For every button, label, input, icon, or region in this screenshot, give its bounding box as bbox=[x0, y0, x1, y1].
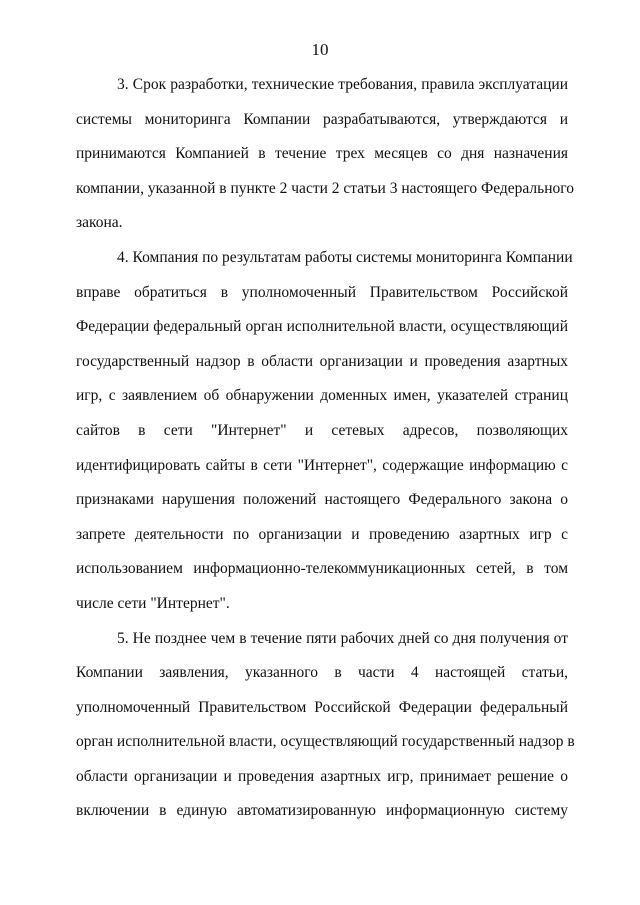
text-line: Компании заявления, указанного в части 4 настоящей статьи, bbox=[76, 664, 568, 682]
text-line: 5. Не позднее чем в течение пяти рабочих дней со дня получения от bbox=[117, 629, 568, 647]
paragraph-4 bbox=[76, 241, 573, 622]
text-line: включении в единую автоматизированную информационную систему bbox=[76, 802, 568, 820]
text-line: области организации и проведения азартных игр, принимает решение о bbox=[76, 767, 568, 785]
text-line: закона. bbox=[76, 214, 123, 232]
text-line: орган исполнительной власти, осуществляющий государственный надзор в bbox=[76, 733, 575, 751]
text-line: использованием информационно-телекоммуникационных сетей, в том bbox=[76, 560, 568, 578]
text-line: уполномоченный Правительством Российской Федерации федеральный bbox=[76, 698, 568, 716]
document-body bbox=[76, 68, 575, 829]
text-line: сайтов в сети "Интернет" и сетевых адресов, позволяющих bbox=[76, 421, 568, 439]
text-line: 3. Срок разработки, технические требования, правила эксплуатации bbox=[117, 76, 568, 93]
paragraph-3 bbox=[76, 68, 574, 241]
text-line: идентифицировать сайты в сети "Интернет", содержащие информацию с bbox=[76, 456, 568, 474]
text-line: 4. Компания по результатам работы системы мониторинга Компании bbox=[117, 248, 573, 266]
text-line: игр, с заявлением об обнаружении доменных имен, указателей страниц bbox=[76, 387, 568, 405]
text-line: Федерации федеральный орган исполнительной власти, осуществляющий bbox=[76, 318, 568, 336]
text-line: вправе обратиться в уполномоченный Правительством Российской bbox=[76, 283, 568, 301]
page-number: 10 bbox=[311, 40, 329, 59]
text-line: компании, указанной в пункте 2 части 2 статьи 3 настоящего Федерального bbox=[76, 179, 574, 197]
text-line: системы мониторинга Компании разрабатываются, утверждаются и bbox=[76, 110, 568, 128]
paragraph-5 bbox=[76, 622, 575, 830]
text-line: запрете деятельности по организации и проведению азартных игр с bbox=[76, 525, 568, 543]
text-line: признаками нарушения положений настоящего Федерального закона о bbox=[76, 491, 568, 509]
text-line: числе сети "Интернет". bbox=[76, 594, 230, 612]
text-line: принимаются Компанией в течение трех месяцев со дня назначения bbox=[76, 145, 568, 163]
text-line: государственный надзор в области организации и проведения азартных bbox=[76, 352, 568, 370]
